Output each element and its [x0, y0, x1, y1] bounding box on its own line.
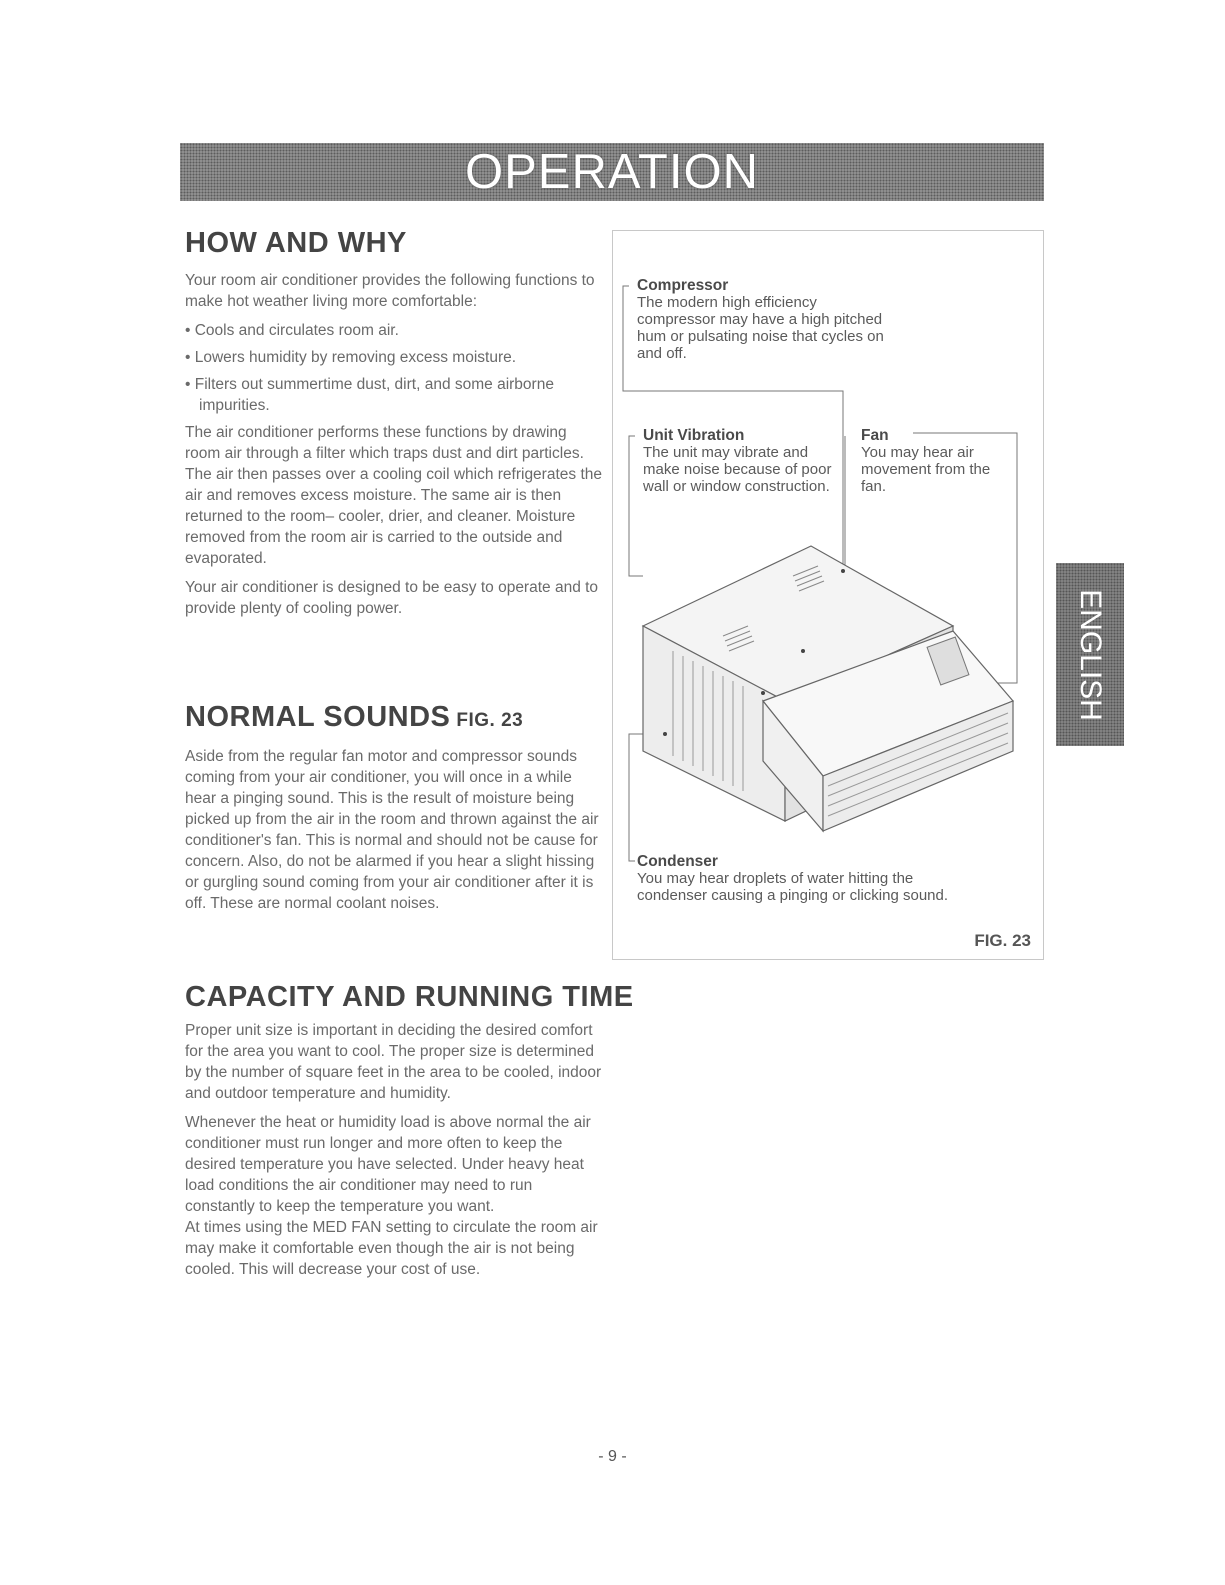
capacity-paragraph: Proper unit size is important in deciding the desired comfort for the area you want to cool. The proper size is determined by the number of square feet in the area to be cooled, indoor and outdoor temperature and humidity.: [185, 1022, 602, 1102]
normal-sounds-title: NORMAL SOUNDS: [185, 701, 451, 733]
how-and-why-section: [185, 226, 603, 627]
figure-23: [612, 230, 1044, 960]
how-and-why-intro: Your room air conditioner provides the following functions to make hot weather living more comfortable:: [185, 272, 595, 310]
capacity-paragraph: At times using the MED FAN setting to circulate the room air may make it comfortable even though the air is not being cooled. This will decrease your cost of use.: [185, 1219, 598, 1278]
fan-text: You may hear air movement from the fan.: [861, 444, 991, 495]
function-item: • Cools and circulates room air.: [185, 320, 603, 341]
condenser-title: Condenser: [637, 853, 718, 870]
capacity-section: [185, 980, 634, 1288]
normal-sounds-heading: [185, 700, 603, 738]
capacity-heading: CAPACITY AND RUNNING TIME: [185, 981, 634, 1013]
page-number: - 9 -: [598, 1448, 627, 1465]
operation-banner: [180, 143, 1044, 201]
figure-label: FIG. 23: [974, 931, 1031, 950]
language-side-tab: [1056, 563, 1124, 746]
condenser-callout: [637, 853, 957, 904]
capacity-paragraph: Whenever the heat or humidity load is above normal the air conditioner must run longer and more often to keep the desired temperature you have selected. Under heavy heat load conditions the air conditioner may need to run constantly to keep the temperature you want.: [185, 1114, 591, 1215]
normal-sounds-section: [185, 700, 603, 922]
how-and-why-paragraph: The air conditioner performs these functions by drawing room air through a filter which traps dust and dirt particles. The air then passes over a cooling coil which refrigerates the air and removes excess moisture. The same air is then returned to the room– cooler, drier, and cleaner. Moisture removed from the room air is carried to the outside and evaporated.: [185, 424, 602, 567]
how-and-why-paragraph: Your air conditioner is designed to be easy to operate and to provide plenty of cooling power.: [185, 579, 599, 617]
normal-sounds-paragraph: Aside from the regular fan motor and compressor sounds coming from your air conditioner, you will once in a while hear a pinging sound. This is the result of moisture being picked up from the air in the room and thrown against the air conditioner's fan. This is normal and should not be cause for concern. Also, do not be alarmed if you hear a slight hissing or gurgling sound coming from your air conditioner after it is off. These are normal coolant noises.: [185, 748, 599, 912]
banner-title: OPERATION: [465, 145, 759, 199]
compressor-callout: [637, 277, 897, 362]
how-and-why-heading: HOW AND WHY: [185, 227, 407, 259]
fig-reference: FIG. 23: [456, 710, 524, 731]
compressor-title: Compressor: [637, 277, 729, 294]
condenser-text: You may hear droplets of water hitting the condenser causing a pinging or clicking sound.: [637, 870, 949, 904]
unit-vibration-callout: [643, 427, 839, 495]
compressor-text: The modern high efficiency compressor may have a high pitched hum or pulsating noise that cycles on and off.: [637, 294, 884, 362]
fan-callout: [861, 427, 1011, 495]
function-item: • Filters out summertime dust, dirt, and some airborne impurities.: [185, 374, 603, 416]
unit-vibration-text: The unit may vibrate and make noise because of poor wall or window construction.: [643, 444, 832, 495]
function-item: • Lowers humidity by removing excess moisture.: [185, 347, 603, 368]
function-list: [185, 320, 603, 416]
fan-title: Fan: [861, 427, 889, 444]
unit-vibration-title: Unit Vibration: [643, 427, 745, 444]
side-tab-label: ENGLISH: [1074, 588, 1107, 721]
